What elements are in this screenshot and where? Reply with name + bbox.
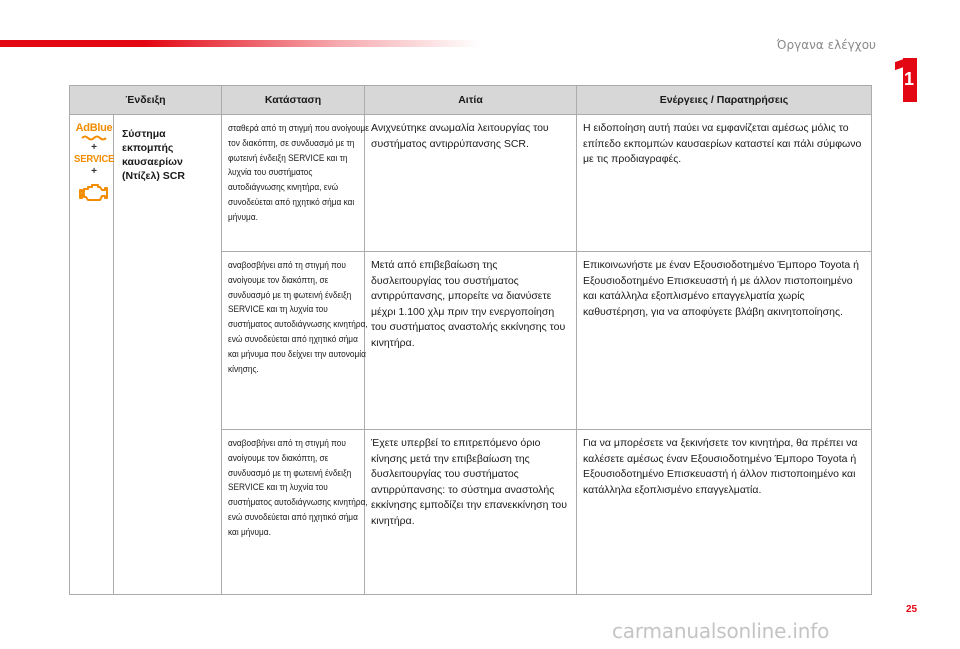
cause-cell bbox=[365, 430, 577, 595]
watermark-text: carmanualsonline.info bbox=[612, 619, 830, 643]
cause-cell bbox=[365, 115, 577, 252]
column-header-state: Κατάσταση bbox=[222, 86, 365, 115]
cause-text: Ανιχνεύτηκε ανωμαλία λειτουργίας του συστήματος αντιρρύπανσης SCR. bbox=[371, 122, 549, 150]
action-text: Επικοινωνήστε με έναν Εξουσιοδοτημένο Έμπορο Toyota ή Εξουσιοδοτημένο Επισκευαστή ή με άλλον πιστοποιημένο και κατάλληλα εξοπλισμένο επαγγελματία χωρίς καθυστέρηση, για να αποφύγετε βλάβη ακινητοποίησης. bbox=[583, 259, 860, 318]
service-icon: SERVICE bbox=[73, 154, 115, 165]
indicator-name: Σύστημα εκπομπής καυσαερίων (Ντίζελ) SCR bbox=[122, 128, 185, 182]
chapter-number: 1 bbox=[904, 69, 915, 89]
column-header-actions: Ενέργειες / Παρατηρήσεις bbox=[577, 86, 872, 115]
state-cell bbox=[222, 115, 369, 252]
engine-warning-icon bbox=[79, 182, 109, 204]
action-text: Για να μπορέσετε να ξεκινήσετε τον κινητήρα, θα πρέπει να καλέσετε αμέσως έναν Εξουσιοδοτημένο Έμπορο Toyota ή Εξουσιοδοτημένο Επισκευαστή ή άλλον πιστοποιημένο και κατάλληλα εξοπλισμένο επαγγελματία. bbox=[583, 437, 858, 496]
adblue-wave-icon bbox=[81, 135, 107, 141]
table-header-row bbox=[70, 86, 872, 115]
plus-sign: + bbox=[91, 166, 97, 177]
state-text: αναβοσβήνει από τη στιγμή που ανοίγουμε τον διακόπτη, σε συνδυασμό με τη φωτεινή ένδειξη SERVICE και τη λυχνία του συστήματος αυτοδιάγνωσης κινητήρα, ενώ συνοδεύεται από ηχητικό σήμα και μήνυμα που δείχνει την αυτονομία κίνησης. bbox=[228, 260, 368, 374]
adblue-icon: AdBlue bbox=[75, 122, 113, 134]
indicator-name-cell bbox=[114, 115, 222, 595]
page-number: 25 bbox=[906, 604, 918, 615]
cause-cell bbox=[365, 252, 577, 430]
cause-text: Μετά από επιβεβαίωση της δυσλειτουργίας του συστήματος αντιρρύπανσης, μπορείτε να διανύσετε μέχρι 1.100 χλμ πριν την ενεργοποίηση του συστήματος αναστολής εκκίνησης του κινητήρα. bbox=[371, 259, 566, 349]
plus-sign: + bbox=[91, 142, 97, 153]
section-title: Όργανα ελέγχου bbox=[776, 38, 876, 52]
state-cell bbox=[222, 252, 368, 430]
action-text: Η ειδοποίηση αυτή παύει να εμφανίζεται αμέσως μόλις το επίπεδο εκπομπών καυσαερίων καταστεί και πάλι σύμφωνο με τις προδιαγραφές. bbox=[583, 122, 862, 165]
state-text: αναβοσβήνει από τη στιγμή που ανοίγουμε τον διακόπτη, σε συνδυασμό με τη φωτεινή ένδειξη SERVICE και τη λυχνία του συστήματος αυτοδιάγνωσης κινητήρα, ενώ συνοδεύεται από ηχητικό σήμα και μήνυμα. bbox=[228, 438, 368, 537]
cause-text: Έχετε υπερβεί το επιτρεπόμενο όριο κίνησης μετά την επιβεβαίωση της δυσλειτουργίας του συστήματος αντιρρύπανσης: το σύστημα αναστολής εκκίνησης εμποδίζει την επανεκκίνηση του κινητήρα. bbox=[371, 437, 567, 527]
header-accent-bar bbox=[0, 40, 480, 47]
action-cell bbox=[577, 115, 872, 252]
table-row bbox=[70, 115, 872, 252]
action-cell bbox=[577, 430, 872, 595]
state-cell bbox=[222, 430, 368, 595]
column-header-cause: Αιτία bbox=[365, 86, 577, 115]
state-text: σταθερά από τη στιγμή που ανοίγουμε τον διακόπτη, σε συνδυασμό με τη φωτεινή ένδειξη SERVICE και τη λυχνία του συστήματος αυτοδιάγνωσης κινητήρα, ενώ συνοδεύεται από ηχητικό σήμα και μήνυμα. bbox=[228, 123, 369, 222]
action-cell bbox=[577, 252, 872, 430]
column-header-indicator: Ένδειξη bbox=[70, 86, 222, 115]
chapter-number-marker bbox=[895, 58, 919, 102]
indicator-icons-cell bbox=[70, 115, 114, 595]
warning-table bbox=[69, 85, 872, 595]
